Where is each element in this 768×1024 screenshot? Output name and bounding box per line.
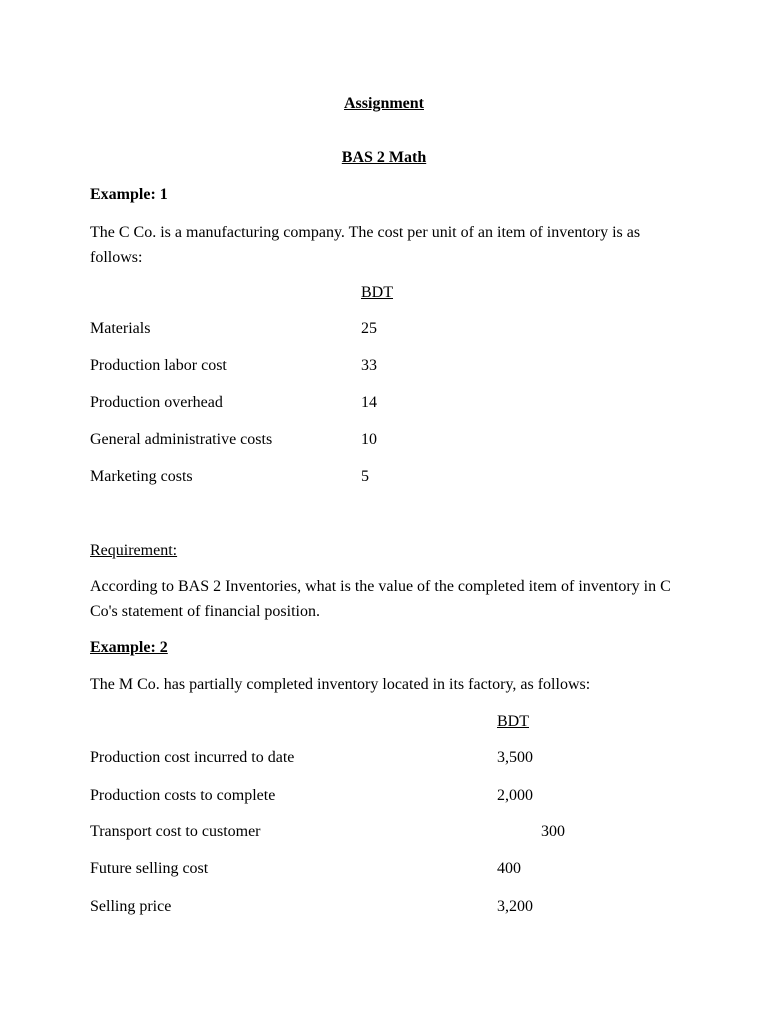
example-1-row-value: 10 [361,431,377,448]
example-1-row-label: Production labor cost [90,357,227,374]
requirement-text: According to BAS 2 Inventories, what is the value of the completed item of inventory in C Co's statement of financial position. [90,578,671,620]
example-2-currency-header: BDT [497,713,529,730]
example-1-row-label: Production overhead [90,394,223,411]
example-2-row-value: 300 [541,823,565,840]
example-2-row-label: Transport cost to customer [90,823,261,840]
example-1-row-label: General administrative costs [90,431,273,448]
example-1-row-value: 33 [361,357,377,374]
example-1-row-value: 5 [361,468,369,485]
example-2-heading: Example: 2 [90,639,168,656]
example-2-row-value: 3,200 [497,898,533,915]
document-title: Assignment [343,95,424,112]
example-2-row-value: 2,000 [497,787,533,804]
example-2-row-label: Production costs to complete [90,787,276,804]
requirement-heading: Requirement: [90,542,178,559]
example-2-row-label: Production cost incurred to date [90,749,295,766]
example-1-row-value: 25 [361,320,377,337]
example-1-intro: The C Co. is a manufacturing company. The cost per unit of an item of inventory is as follows: [90,224,641,266]
example-2-row-value: 3,500 [497,749,533,766]
example-1-row-label: Marketing costs [90,468,193,485]
example-1-heading: Example: 1 [90,186,168,203]
example-2-row-label: Future selling cost [90,860,209,877]
example-1-row-value: 14 [361,394,377,411]
document-subtitle: BAS 2 Math [341,149,427,166]
example-2-row-label: Selling price [90,898,172,915]
example-1-currency-header: BDT [361,284,393,301]
example-2-row-value: 400 [497,860,521,877]
example-1-row-label: Materials [90,320,151,337]
example-2-intro: The M Co. has partially completed inventory located in its factory, as follows: [90,676,591,693]
